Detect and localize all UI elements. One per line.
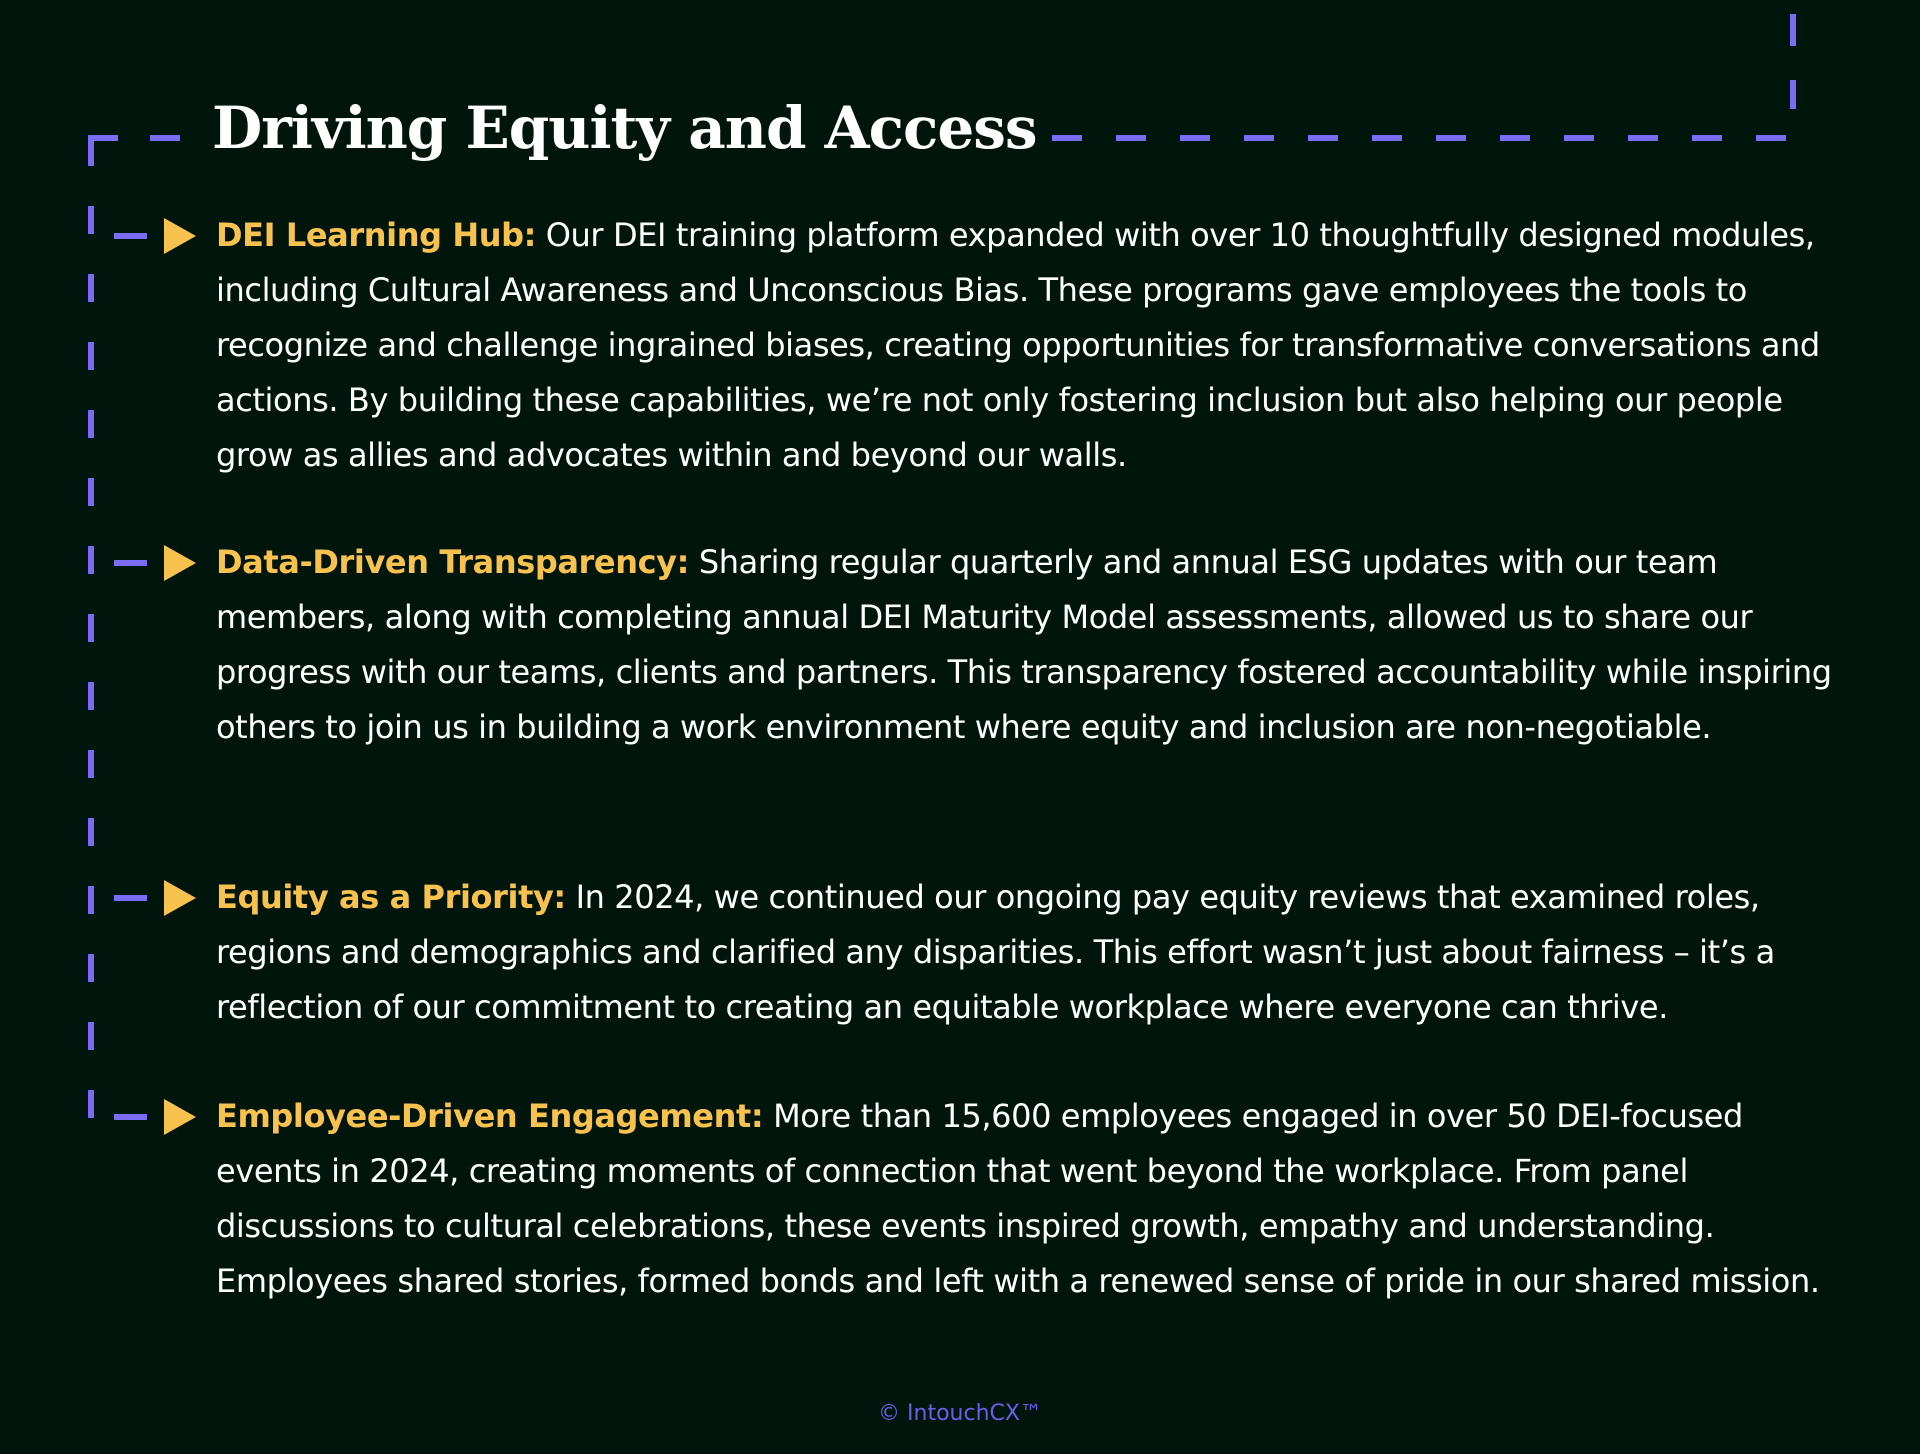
bullet-marker	[114, 543, 204, 583]
list-item-equity-as-a-priority	[216, 870, 1836, 1035]
item-body: In 2024, we continued our ongoing pay equity reviews that examined roles, regions and demographics and clarified any disparities. This effort wasn’t just about fairness – it’s a reflection of our commitment to creating an equitable workplace where everyone can thrive.	[216, 878, 1775, 1026]
page-title: Driving Equity and Access	[212, 94, 1037, 162]
dash-icon	[114, 1114, 147, 1120]
item-body: Our DEI training platform expanded with over 10 thoughtfully designed modules, including Cultural Awareness and Unconscious Bias. These programs gave employees the tools to recognize and challenge ingrained biases, creating opportunities for transformative conversations and actions. By building these capabilities, we’re not only fostering inclusion but also helping our people grow as allies and advocates within and beyond our walls.	[216, 216, 1820, 474]
play-triangle-icon	[164, 545, 196, 581]
item-heading: Equity as a Priority:	[216, 878, 566, 916]
play-triangle-icon	[164, 1099, 196, 1135]
bullet-marker	[114, 878, 204, 918]
list-item-dei-learning-hub	[216, 208, 1836, 483]
list-item-data-driven-transparency	[216, 535, 1836, 755]
list-item-employee-driven-engagement	[216, 1089, 1836, 1309]
dash-icon	[114, 895, 147, 901]
item-body: Sharing regular quarterly and annual ESG updates with our team members, along with completing annual DEI Maturity Model assessments, allowed us to share our progress with our teams, clients and partners. This transparency fostered accountability while inspiring others to join us in building a work environment where equity and inclusion are non-negotiable.	[216, 543, 1832, 746]
bullet-marker	[114, 1097, 204, 1137]
bullet-marker	[114, 216, 204, 256]
dash-icon	[114, 560, 147, 566]
item-heading: Data-Driven Transparency:	[216, 543, 690, 581]
play-triangle-icon	[164, 880, 196, 916]
play-triangle-icon	[164, 218, 196, 254]
footer-copyright: © IntouchCX™	[878, 1401, 1042, 1426]
item-body: More than 15,600 employees engaged in over 50 DEI-focused events in 2024, creating moments of connection that went beyond the workplace. From panel discussions to cultural celebrations, these events inspired growth, empathy and understanding. Employees shared stories, formed bonds and left with a renewed sense of pride in our shared mission.	[216, 1097, 1820, 1300]
item-heading: Employee-Driven Engagement:	[216, 1097, 764, 1135]
dash-icon	[114, 233, 147, 239]
item-heading: DEI Learning Hub:	[216, 216, 536, 254]
